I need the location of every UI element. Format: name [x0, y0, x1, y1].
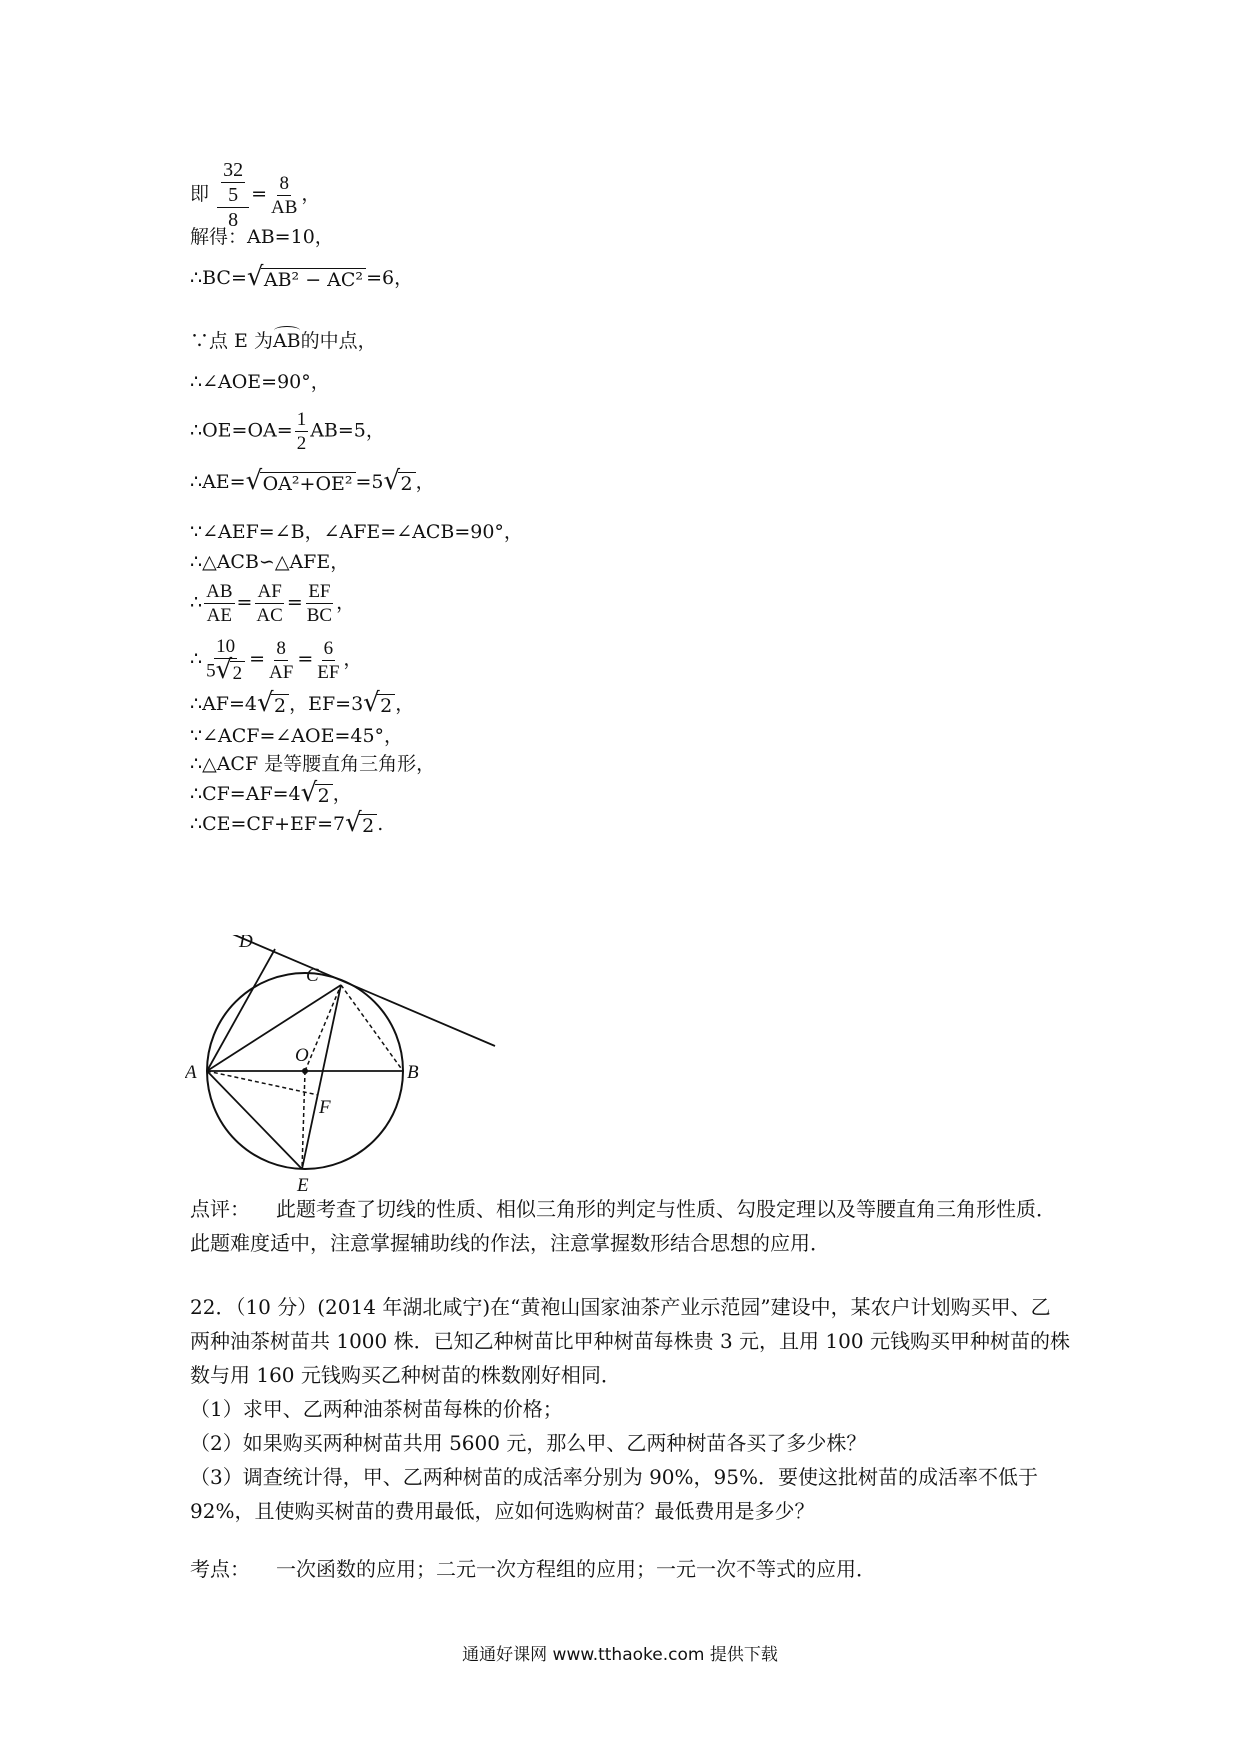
- label-o: O: [295, 1045, 309, 1066]
- eq-line-7: [190, 472, 435, 494]
- radicand: 2: [377, 694, 395, 716]
- eq-line-11: ∴ $\frac{10}{5√ 2}$ = $\frac{8}{AF}$ = $\frac{6}{EF}$ ，: [190, 637, 362, 683]
- text: ，: [415, 471, 435, 493]
- fraction-denominator: 8: [228, 209, 239, 231]
- inner-den: 5: [228, 184, 239, 206]
- eq-line-9: ∴△ACB∽△AFE，: [190, 551, 350, 573]
- fraction-numerator: 1: [296, 409, 307, 430]
- fraction-numerator: AB: [206, 581, 233, 602]
- fraction-numerator: AF: [257, 581, 282, 602]
- label-a: A: [185, 1062, 197, 1083]
- text: ∵点 E 为: [190, 330, 273, 352]
- comment-block: [190, 1192, 1070, 1260]
- eq-line-13: ∵∠ACF=∠AOE=45°，: [190, 725, 404, 747]
- fraction: [204, 582, 234, 625]
- fraction: [204, 637, 247, 683]
- arc-notation: AB: [272, 330, 301, 352]
- eq-line-10: ∴ $\frac{AB}{AE}$ = $\frac{AF}{AC}$ = $\frac{EF}{BC}$ ，: [190, 581, 356, 626]
- text: ，: [332, 783, 352, 805]
- inner-num: 32: [223, 159, 244, 181]
- eq-line-3: [190, 268, 413, 290]
- eq-line-2: 解得：AB=10，: [190, 226, 334, 248]
- text: ∴AF=4: [190, 693, 258, 715]
- segment-ac: [207, 985, 341, 1071]
- fraction-denominator: 2: [296, 433, 307, 454]
- fraction-denominator: AE: [206, 605, 232, 626]
- question-2: （2）如果购买两种树苗共用 5600 元，那么甲、乙两种树苗各买了多少株？: [190, 1431, 867, 1455]
- label-f: F: [319, 1097, 331, 1118]
- text: 即: [190, 183, 210, 205]
- fraction: [267, 639, 295, 682]
- fraction: [305, 582, 334, 625]
- eq-line-1: [190, 160, 320, 230]
- label-b: B: [407, 1062, 419, 1083]
- radicand: OA²+OE²: [260, 472, 356, 494]
- fraction: [295, 410, 309, 453]
- text: =6，: [366, 267, 414, 289]
- fraction-numerator: 6: [323, 637, 334, 659]
- text: ∴CF=AF=4: [190, 783, 301, 805]
- equals: =: [251, 183, 267, 205]
- text: 5: [206, 660, 216, 682]
- fraction-denominator: [204, 659, 247, 683]
- radicand: 2: [359, 814, 377, 836]
- inner-fraction: [221, 160, 245, 205]
- eq-line-4: [190, 332, 377, 351]
- sqrt: [247, 268, 366, 290]
- radicand: 2: [230, 661, 246, 683]
- kaodian-label: 考点：: [190, 1557, 250, 1581]
- geometry-figure: [185, 935, 505, 1195]
- kaodian-block: [190, 1552, 1070, 1586]
- text: 的中点，: [300, 330, 377, 352]
- fraction-denominator: AC: [256, 605, 283, 626]
- fraction: [254, 582, 284, 625]
- text: ，: [395, 693, 415, 715]
- eq-line-5: ∴∠AOE=90°，: [190, 371, 330, 393]
- fraction-denominator: AF: [269, 661, 294, 683]
- comment-label: 点评：: [190, 1197, 250, 1221]
- fraction-numerator: 10: [216, 636, 236, 657]
- kaodian-text: 一次函数的应用；二元一次方程组的应用；一元一次不等式的应用．: [276, 1557, 876, 1581]
- punct: ，: [336, 591, 356, 614]
- eq-line-14: ∴△ACF 是等腰直角三角形，: [190, 753, 436, 775]
- text: ∴: [190, 591, 203, 614]
- segment-af: [207, 1071, 318, 1095]
- sqrt: [345, 814, 377, 836]
- fraction-numerator: [217, 160, 249, 208]
- fraction-denominator: EF: [317, 661, 340, 683]
- radicand: 2: [271, 694, 289, 716]
- center-point: [302, 1068, 308, 1074]
- text: ∴OE=OA=: [190, 419, 293, 442]
- sqrt: [257, 694, 289, 716]
- question-3: （3）调查统计得，甲、乙两种树苗的成活率分别为 90%，95%．要使这批树苗的成活率不低于 92%，且使购买树苗的费用最低，应如何选购树苗？最低费用是多少？: [190, 1465, 1038, 1523]
- radicand: 2: [398, 472, 416, 494]
- punct: ，: [343, 648, 363, 670]
- text: ∴CE=CF+EF=7: [190, 813, 346, 835]
- question-1: （1）求甲、乙两种油茶树苗每株的价格；: [190, 1397, 563, 1421]
- eq-line-15: [190, 784, 352, 806]
- radicand: 2: [315, 784, 333, 806]
- fraction: [269, 174, 299, 217]
- text: ，EF=3: [289, 693, 364, 715]
- problem-22: [190, 1290, 1070, 1528]
- fraction-numerator: 8: [279, 172, 289, 194]
- page-footer: 通通好课网 www.tthaoke.com 提供下载: [462, 1645, 778, 1665]
- fraction-denominator: AB: [270, 196, 298, 218]
- text: AB=5，: [310, 419, 385, 442]
- eq-line-6: [190, 410, 385, 453]
- compound-fraction: [217, 160, 249, 230]
- label-d: D: [239, 935, 253, 952]
- fraction-numerator: 8: [276, 637, 286, 659]
- eq-line-16: [190, 814, 383, 836]
- segment-ad: [207, 949, 275, 1071]
- fraction-denominator: BC: [306, 605, 333, 626]
- sqrt: [216, 661, 246, 683]
- fraction-numerator: EF: [308, 581, 331, 602]
- text: ∴BC=: [190, 267, 247, 289]
- label-c: C: [306, 965, 319, 986]
- problem-statement: 22．（10 分）(2014 年湖北咸宁)在“黄袍山国家油茶产业示范园”建设中，某农户计划购买甲、乙两种油茶树苗共 1000 株．已知乙种树苗比甲种树苗每株贵 3 元，且用 100 元钱购买甲种树苗的株数与用 160 元钱购买乙种树苗的株数刚好相同．: [190, 1295, 1070, 1387]
- radicand: AB² − AC²: [261, 268, 366, 290]
- segment-ce: [302, 985, 341, 1169]
- comment-text: 此题考查了切线的性质、相似三角形的判定与性质、勾股定理以及等腰直角三角形性质．此题难度适中，注意掌握辅助线的作法，注意掌握数形结合思想的应用．: [190, 1197, 1056, 1255]
- eq-line-8: ∵∠AEF=∠B，∠AFE=∠ACB=90°，: [190, 521, 523, 543]
- text: =5: [355, 471, 384, 493]
- fraction: [315, 639, 341, 682]
- sqrt: [363, 694, 395, 716]
- segment-oc: [305, 985, 341, 1071]
- sqrt: [384, 472, 416, 494]
- sqrt: [301, 784, 333, 806]
- text: ∴AE=: [190, 471, 246, 493]
- eq-line-12: [190, 694, 414, 716]
- sqrt: [246, 472, 356, 494]
- punct: ，: [301, 183, 321, 205]
- label-e: E: [297, 1175, 309, 1195]
- text: .: [377, 813, 384, 835]
- text: ∴: [190, 648, 203, 670]
